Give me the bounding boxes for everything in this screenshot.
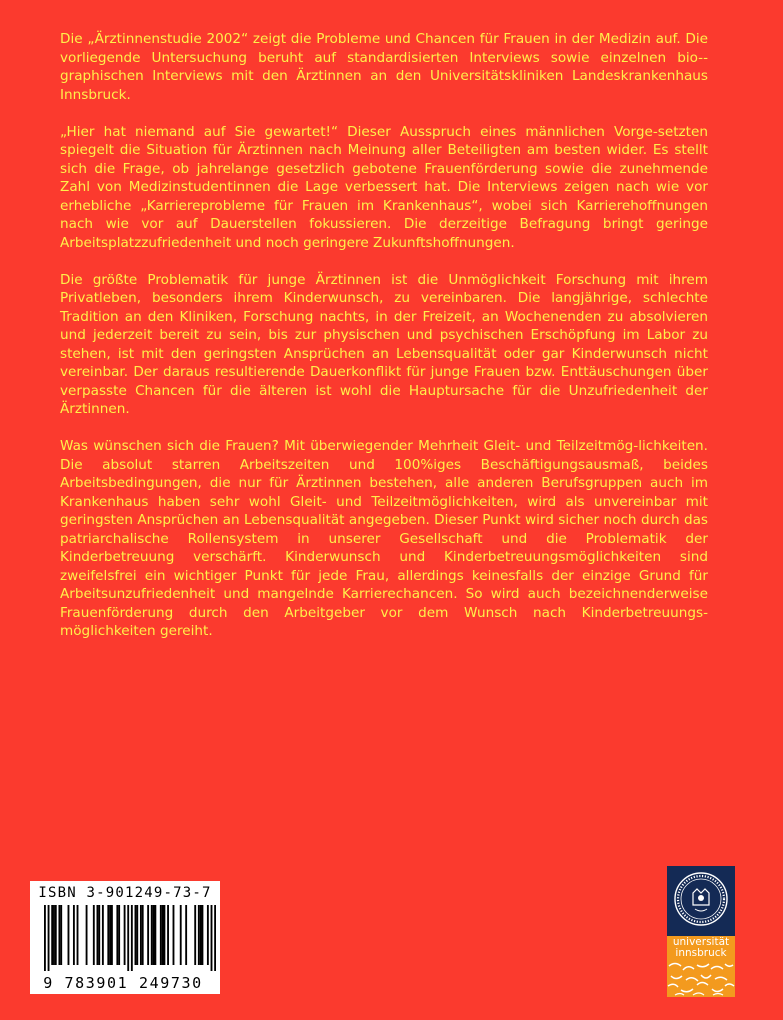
barcode-bar — [153, 905, 155, 965]
barcode-bar — [207, 905, 209, 965]
barcode-bar — [167, 905, 169, 965]
barcode-bar — [73, 905, 75, 965]
barcode-bar — [160, 905, 162, 965]
barcode-bar — [135, 905, 137, 965]
barcode-bar — [194, 905, 196, 965]
barcode-bar — [214, 905, 216, 971]
barcode-bar — [147, 905, 149, 965]
paragraph-problem: Die größte Problematik für junge Ärztinnen ist die Unmöglichkeit Forschung mit ihrem Privatleben, besonders ihrem Kinderwunsch, zu vereinbaren. Die langjährige, schlechte Tradition an den Kliniken, Forschung nachts, in der Freizeit, an Wochenenden zu absolvieren und jederzeit bereit zu sein, bis zur physischen und psychischen Erschöpfung im Labor zu stehen, ist mit den geringsten Ansprüchen an Lebensqualität oder gar Kinderwunsch nicht vereinbar. Der daraus resultierende Dauerkonflikt für junge Frauen bzw. Enttäuschungen über verpasste Chancen für die älteren ist wohl die Hauptursache für die Unzufriedenheit der Ärztinnen. — [60, 271, 708, 417]
logo-pattern-icon — [667, 960, 735, 997]
barcode-bar — [198, 905, 200, 965]
barcode-bar — [51, 905, 53, 965]
paragraph-wishes: Was wünschen sich die Frauen? Mit überwiegender Mehrheit Gleit- und Teilzeitmög-lichkeiten. Die absolut starren Arbeitszeiten und 100%iges Beschäftigungsausmaß, beides Arbeitsbedingungen, die nur für Ärztinnen bestehen, alle anderen Berufsgruppen auch im Krankenhaus haben sehr wohl Gleit- und Teilzeitmöglichkeiten, wird als unvereinbar mit geringsten Ansprüchen an Lebensqualität angegeben. Dieser Punkt wird sicher noch durch das patriarchalische Rollensystem in unserer Gesellschaft und die Problematik der Kinderbetreuung verschärft. Kinderwunsch und Kinderbetreuungsmöglichkeiten sind zweifelsfrei ein wichtiger Punkt für jede Frau, allerdings keinesfalls der einzige Grund für Arbeitsunzufriedenheit und mangelnde Karrierechancen. So wird auch bezeichnenderweise Frauenförderung durch den Arbeitgeber vor dem Wunsch nach Kinderbetreuungs-möglichkeiten gereiht. — [60, 438, 708, 639]
barcode-bar — [109, 905, 111, 965]
isbn-label: ISBN 3-901249-73-7 — [38, 885, 212, 901]
university-seal-icon — [673, 871, 729, 927]
barcode-bar — [162, 905, 164, 965]
barcode-bar — [211, 905, 213, 971]
barcode-digits: 9 783901 249730 — [43, 974, 203, 992]
barcode-bar — [111, 905, 113, 965]
barcode-bar — [48, 905, 50, 971]
barcode-bar — [173, 905, 175, 965]
barcode-bar — [98, 905, 100, 965]
university-logo — [667, 866, 735, 997]
barcode-bar — [93, 905, 95, 965]
barcode-bar — [131, 905, 133, 971]
barcode-bar — [116, 905, 118, 965]
back-cover-text — [60, 30, 708, 659]
barcode-bar — [124, 905, 126, 965]
paragraph-quote: „Hier hat niemand auf Sie gewartet!“ Dieser Ausspruch eines männlichen Vorge-setzten spiegelt die Situation für Ärztinnen nach Meinung aller Beteiligten am besten wider. Es stellt sich die Frage, ob jahrelange gesetzlich gebotene Frauenförderung sowie die zunehmende Zahl von Medizinstudentinnen die Lage verbessert hat. Die Interviews zeigen nach wie vor erhebliche „Karriereprobleme für Frauen im Krankenhaus“, wobei sich Karrierehoffnungen nach wie vor auf Dauerstellen fokussieren. Die derzeitige Befragung bringt geringe Arbeitsplatzzufriedenheit und noch geringere Zukunftshoffnungen. — [60, 123, 708, 251]
barcode-bar — [200, 905, 202, 965]
barcode-bar — [58, 905, 60, 965]
barcode-bar — [180, 905, 182, 965]
barcode-bars — [44, 905, 216, 971]
barcode-bar — [163, 905, 165, 965]
barcode-bar — [55, 905, 57, 965]
isbn-barcode — [30, 881, 220, 994]
barcode-bar — [154, 905, 156, 965]
logo-text-innsbruck: innsbruck — [675, 947, 727, 959]
barcode-bar — [60, 905, 62, 965]
barcode-bar — [118, 905, 120, 965]
barcode-bar — [68, 905, 70, 965]
barcode-bar — [202, 905, 204, 965]
barcode-bar — [102, 905, 104, 965]
barcode-bar — [77, 905, 79, 965]
paragraph-intro: Die „Ärztinnenstudie 2002“ zeigt die Probleme und Chancen für Frauen in der Medizin auf. Die vorliegende Untersuchung beruht auf standardisierten Interviews sowie einzelnen bio--graphischen Interviews mit den Ärztinnen an den Universitätskliniken Landeskrankenhaus Innsbruck. — [60, 31, 708, 103]
barcode-bar — [127, 905, 129, 971]
barcode-bar — [142, 905, 144, 965]
barcode-bar — [151, 905, 153, 965]
barcode-bar — [86, 905, 88, 965]
logo-text-universitaet: universität — [672, 936, 730, 948]
barcode-bar — [185, 905, 187, 965]
barcode-bar — [53, 905, 55, 965]
barcode-bar — [44, 905, 46, 971]
barcode-bar — [140, 905, 142, 965]
barcode-bar — [97, 905, 99, 965]
barcode-bar — [136, 905, 138, 965]
barcode-bar — [107, 905, 109, 965]
